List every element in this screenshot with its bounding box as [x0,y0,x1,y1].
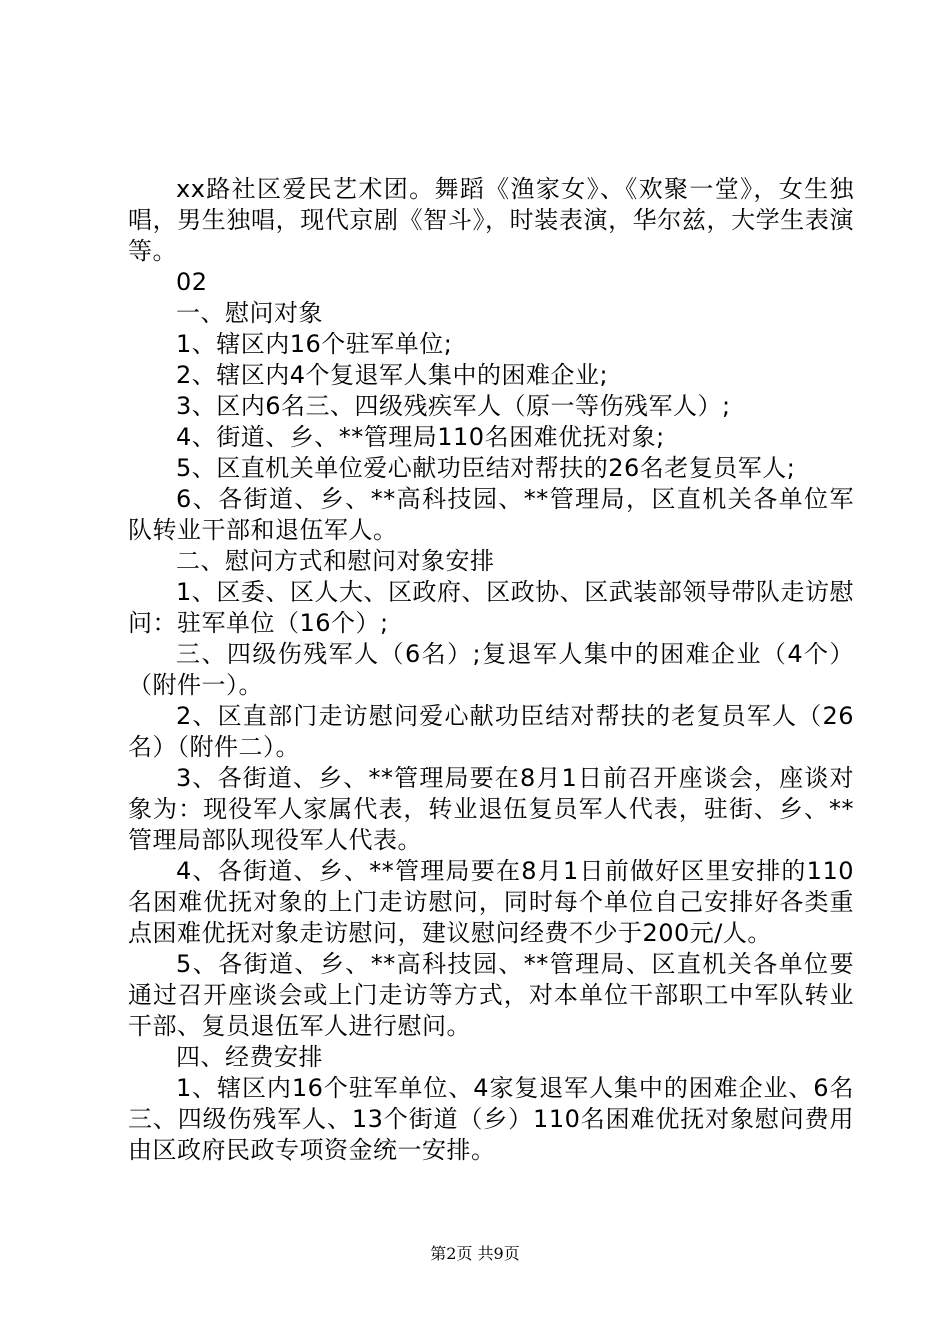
list-item: 2、区直部门走访慰问爱心献功臣结对帮扶的老复员军人（26名）（附件二）。 [128,702,854,761]
list-item: 4、街道、乡、**管理局110名困难优抚对象; [176,423,665,451]
paragraph: 三、四级伤残军人（6名）;复退军人集中的困难企业（4个）（附件一）。 [128,640,854,699]
list-item: 1、辖区内16个驻军单位; [176,330,453,358]
list-item: 4、各街道、乡、**管理局要在8月1日前做好区里安排的110名困难优抚对象的上门走访慰问，同时每个单位自己安排好各类重点困难优抚对象走访慰问，建议慰问经费不少于200元/人。 [128,857,854,947]
section-heading: 四、经费安排 [176,1043,323,1071]
list-item: 3、区内6名三、四级残疾军人（原一等伤残军人）; [176,392,731,420]
list-item: 6、各街道、乡、**高科技园、**管理局，区直机关各单位军队转业干部和退伍军人。 [128,485,854,544]
list-item: 5、区直机关单位爱心献功臣结对帮扶的26名老复员军人; [176,454,796,482]
paragraph: 02 [176,268,208,296]
list-item: 1、区委、区人大、区政府、区政协、区武装部领导带队走访慰问：驻军单位（16个）; [128,578,854,637]
list-item: 5、各街道、乡、**高科技园、**管理局、区直机关各单位要通过召开座谈会或上门走访等方式，对本单位干部职工中军队转业干部、复员退伍军人进行慰问。 [128,950,854,1040]
document-body [128,174,854,1166]
section-heading: 二、慰问方式和慰问对象安排 [176,547,495,575]
list-item: 1、辖区内16个驻军单位、4家复退军人集中的困难企业、6名三、四级伤残军人、13个街道（乡）110名困难优抚对象慰问费用由区政府民政专项资金统一安排。 [128,1074,854,1164]
page-number-footer: 第2页 共9页 [430,1244,520,1263]
list-item: 2、辖区内4个复退军人集中的困难企业; [176,361,609,389]
list-item: 3、各街道、乡、**管理局要在8月1日前召开座谈会，座谈对象为：现役军人家属代表，转业退伍复员军人代表，驻街、乡、**管理局部队现役军人代表。 [128,764,854,854]
section-heading: 一、慰问对象 [176,299,323,327]
paragraph: xx路社区爱民艺术团。舞蹈《渔家女》、《欢聚一堂》，女生独唱，男生独唱，现代京剧《智斗》，时装表演，华尔兹，大学生表演等。 [128,175,854,265]
